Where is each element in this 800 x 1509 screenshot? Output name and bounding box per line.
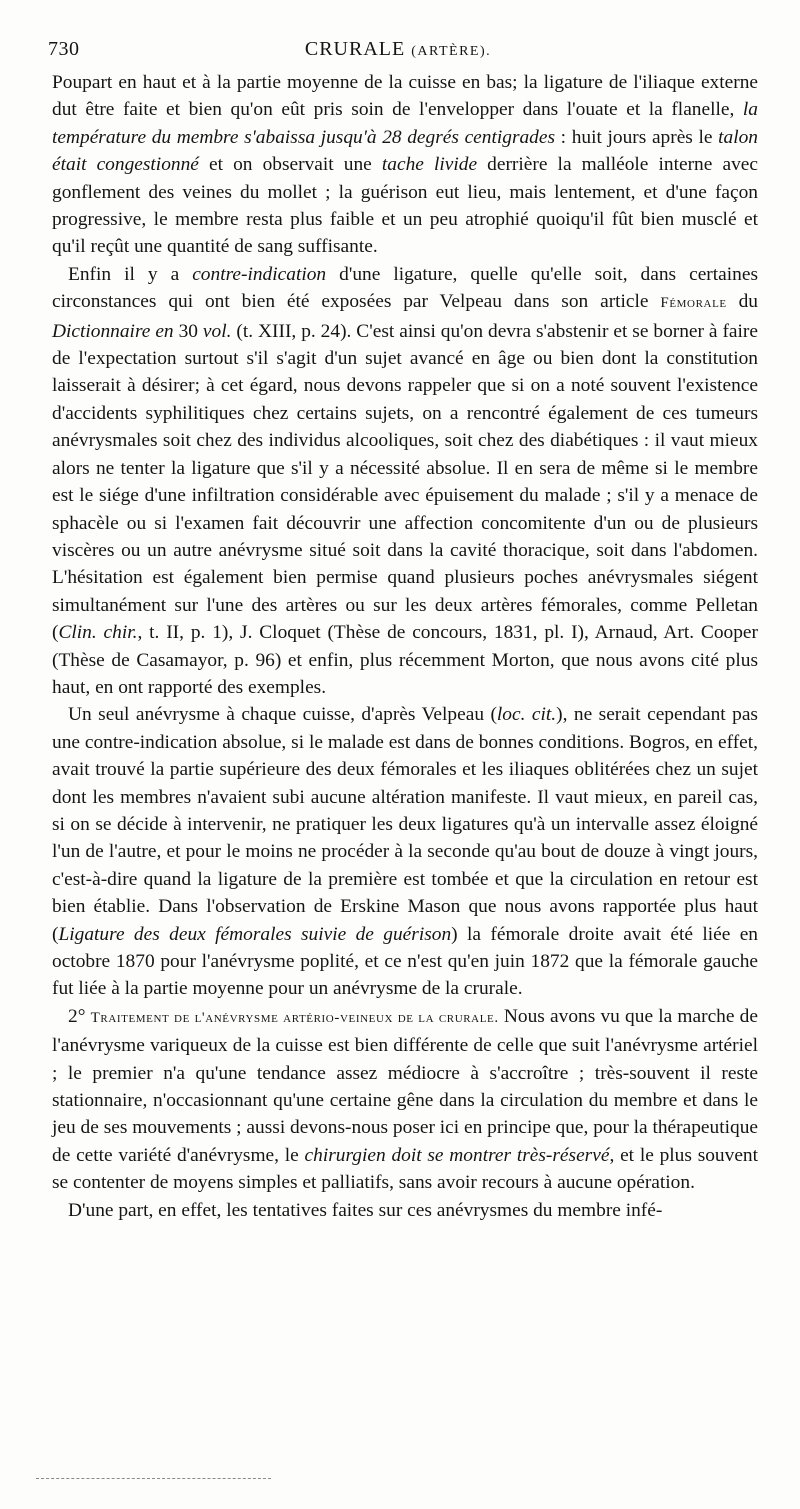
text-run: 2° (68, 1005, 91, 1027)
italic-run: Ligature des deux fémorales suivie de guérison (58, 923, 452, 945)
running-title-sub: (ARTÈRE). (411, 44, 492, 59)
text-run: : huit jours après le (555, 126, 719, 148)
text-run: D'une part, en effet, les tentatives faites sur ces anévrysmes du membre infé- (68, 1199, 663, 1221)
italic-run: vol. (202, 320, 232, 342)
paragraph-5 (52, 1197, 758, 1224)
italic-run: tache livide (381, 154, 478, 176)
footer-rule (36, 1478, 271, 1479)
body-text (52, 69, 758, 1224)
text-run: (t. XIII, p. 24). C'est ainsi qu'on devra s'abstenir et se borner à faire de l'expectation surtout s'il s'agit d'un sujet avancé en âge ou bien dont la constitution laisserait à désirer; à cet égard, nous devons rappeler que si on a noté souvent l'existence d'accidents syphilitiques chez certains sujets, on a rencontré également de ces tumeurs anévrysmales soit chez des individus alcooliques, soit chez des diabétiques : il vaut mieux alors ne tenter la ligature que s'il y a nécessité absolue. Il en sera de même si le membre est le siége d'une infiltration considérable avec épuisement du malade ; s'il y a menace de sphacèle ou si l'examen fait découvrir une affection concomitente d'un ou de plusieurs viscères ou un autre anévrysme situé soit dans la cavité thoracique, soit dans l'abdomen. L'hésitation est également bien permise quand plusieurs poches anévrysmales siégent simultanément sur l'une des artères ou sur les deux artères fémorales, comme Pelletan ( (52, 320, 758, 644)
small-caps-run: Fémorale (660, 295, 727, 312)
italic-run: Clin. chir. (58, 622, 138, 644)
text-run: Poupart en haut et à la partie moyenne de la cuisse en bas; la ligature de l'iliaque externe dut être faite et bien qu'on eût pris soin de l'envelopper dans l'ouate et la flanelle, (52, 72, 758, 121)
italic-run: talon était congestionné (52, 126, 758, 176)
text-run: Nous avons vu que la marche de l'anévrysme variqueux de la cuisse est bien différente de celle que suit l'anévrysme artériel ; le premier n'a qu'une tendance assez médiocre à s'accroître ; très-souvent il reste stationnaire, n'occasionnant qu'une certaine gêne dans la circulation du membre et dans le jeu de ses mouvements ; aussi devons-nous poser ici en principe que, pour la thérapeutique de cette variété d'anévrysme, le (52, 1005, 758, 1166)
text-run: , t. II, p. 1), J. Cloquet (Thèse de concours, 1831, pl. I), Arnaud, Art. Cooper (Thèse de Casamayor, p. 96) et enfin, plus récemment Morton, que nous avons cité plus haut, en ont rapporté des exemples. (52, 622, 758, 698)
text-run: , et le plus souvent se contenter de moyens simples et palliatifs, sans avoir recours à aucune opération. (52, 1144, 759, 1194)
italic-run: contre-indication (192, 263, 327, 285)
text-run: 30 (173, 320, 203, 342)
running-title-main: CRURALE (304, 38, 406, 60)
running-title (36, 32, 760, 69)
text-run: derrière la malléole interne avec gonflement des veines du mollet ; la guérison eut lieu, mais lentement, et d'une façon progressive, le membre resta plus faible et un peu atrophié quoiqu'il fût bien musclé et qu'il reçût une quantité de sang suffisante. (52, 154, 758, 258)
italic-run: la température du membre s'abaissa jusqu'à 28 degrés centigrades (52, 99, 758, 148)
paragraph-4 (52, 1003, 758, 1197)
text-run: ) la fémorale droite avait été liée en octobre 1870 pour l'anévrysme poplité, et ce n'est qu'en juin 1872 que la fémorale gauche fut liée à la partie moyenne pour un anévrysme de la crurale. (52, 923, 758, 1000)
text-run: et on observait une (198, 154, 382, 176)
text-run: Enfin il y a (68, 263, 193, 285)
italic-run: Dictionnaire en (52, 320, 174, 342)
page-header (36, 32, 760, 66)
text-run: du (726, 291, 758, 313)
paragraph-2 (52, 261, 758, 702)
page-number: 730 (48, 38, 80, 60)
text-run: d'une ligature, quelle qu'elle soit, dans certaines circonstances qui ont bien été exposées par Velpeau dans son article (52, 263, 758, 313)
paragraph-3 (52, 701, 758, 1002)
paragraph-1 (52, 69, 758, 261)
section-heading: Traitement de l'anévrysme artério-veineux de la crurale. (90, 1009, 499, 1026)
italic-run: chirurgien doit se montrer très-réservé (304, 1144, 610, 1166)
italic-run: loc. cit. (496, 704, 557, 726)
text-run: ), ne serait cependant pas une contre-indication absolue, si le malade est dans de bonnes conditions. Bogros, en effet, avait trouvé la partie supérieure des deux fémorales et les iliaques oblitérées chez un sujet dont les membres n'avaient subi aucune altération manifeste. Il vaut mieux, en pareil cas, si on se décide à intervenir, ne pratiquer les deux ligatures qu'à un intervalle assez éloigné l'un de l'autre, et pour le moins ne procéder à la seconde qu'au bout de douze à vingt jours, c'est-à-dire quand la ligature de la première est tombée et que la circulation en retour est bien établie. Dans l'observation de Erskine Mason que nous avons rapportée plus haut ( (52, 704, 758, 945)
text-run: Un seul anévrysme à chaque cuisse, d'après Velpeau ( (68, 704, 497, 726)
